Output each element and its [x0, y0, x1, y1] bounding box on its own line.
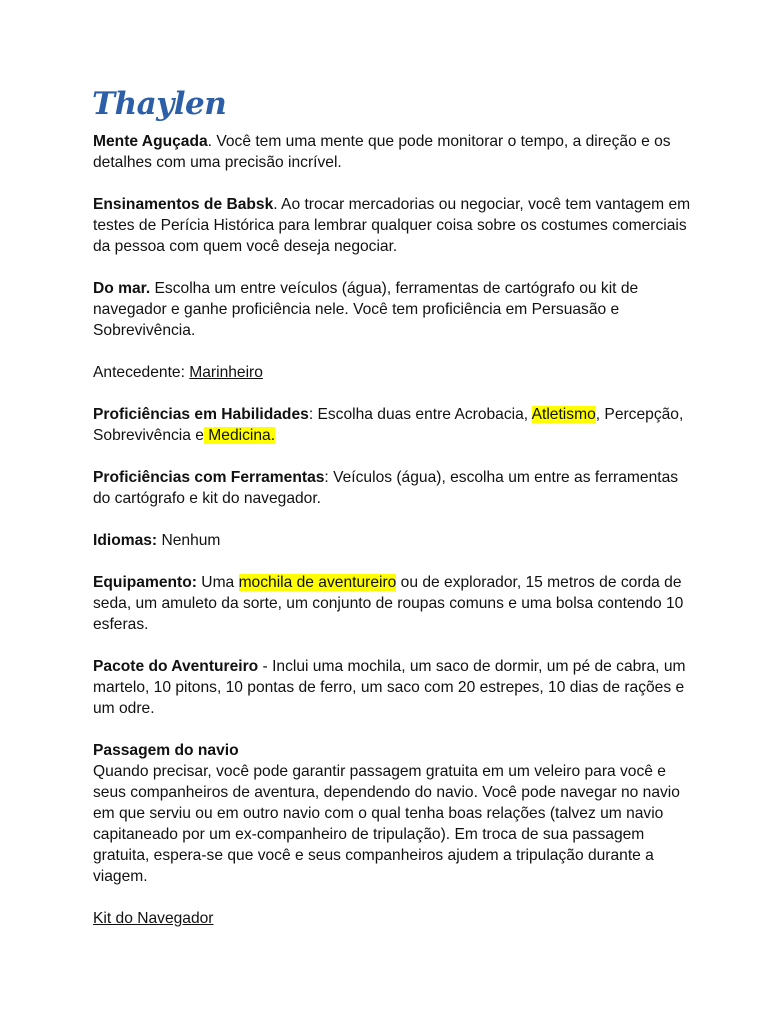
paragraph-habilidades: [93, 404, 693, 446]
mente-label: Mente Aguçada: [93, 133, 208, 150]
paragraph-do-mar: [93, 278, 693, 341]
page-title: Thaylen: [92, 86, 227, 122]
passagem-label: Passagem do navio: [93, 742, 239, 759]
ferramentas-label: Proficiências com Ferramentas: [93, 469, 325, 486]
paragraph-ensinamentos: [93, 194, 693, 257]
ensinamentos-label: Ensinamentos de Babsk: [93, 196, 274, 213]
paragraph-mente-agucada: [93, 131, 693, 173]
marinheiro-link[interactable]: Marinheiro: [189, 364, 263, 381]
ensinamentos-text: . Ao trocar mercadorias ou negociar, você tem vantagem em testes de Perícia Histórica para lembrar qualquer coisa sobre os costumes comerciais da pessoa com quem você deseja negociar.: [93, 196, 691, 255]
domar-label: Do mar.: [93, 280, 151, 297]
kit-navegador-link[interactable]: Kit do Navegador: [93, 910, 214, 927]
equipamento-text-2: ou de explorador, 15 metros de corda de seda, um amuleto da sorte, um conjunto de roupas comuns e uma bolsa contendo 10 esferas.: [93, 574, 684, 633]
idiomas-text: Nenhum: [157, 532, 221, 549]
medicina-highlight: Medicina.: [203, 427, 276, 444]
passagem-heading: [93, 740, 693, 761]
paragraph-kit: [93, 908, 693, 929]
domar-text: Escolha um entre veículos (água), ferramentas de cartógrafo ou kit de navegador e ganhe proficiência nele. Você tem proficiência em Persuasão e Sobrevivência.: [93, 280, 639, 339]
passagem-text: Quando precisar, você pode garantir passagem gratuita em um veleiro para você e seus companheiros de aventura, dependendo do navio. Você pode navegar no navio em que serviu ou em outro navio com o qual tenha boas relações (talvez um navio capitaneado por um ex-companheiro de tripulação). Em troca de sua passagem gratuita, espera-se que você e seus companheiros ajudem a tripulação durante a viagem.: [93, 763, 680, 885]
idiomas-label: Idiomas:: [93, 532, 158, 549]
pacote-text: - Inclui uma mochila, um saco de dormir, um pé de cabra, um martelo, 10 pitons, 10 pontas de ferro, um saco com 20 estrepes, 10 dias de rações e um odre.: [93, 658, 686, 717]
document-body: [93, 131, 693, 929]
habilidades-label: Proficiências em Habilidades: [93, 406, 309, 423]
antecedente-label: Antecedente:: [93, 364, 190, 381]
ferramentas-text: : Veículos (água), escolha um entre as ferramentas do cartógrafo e kit do navegador.: [93, 469, 679, 507]
mochila-highlight: mochila de aventureiro: [238, 574, 397, 591]
equipamento-text-1: Uma: [196, 574, 239, 591]
habilidades-text-1: : Escolha duas entre Acrobacia,: [308, 406, 532, 423]
habilidades-text-2: , Percepção, Sobrevivência e: [93, 406, 684, 444]
equipamento-label: Equipamento:: [93, 574, 197, 591]
mente-text: . Você tem uma mente que pode monitorar o tempo, a direção e os detalhes com uma precisão incrível.: [93, 133, 671, 171]
atletismo-highlight: Atletismo: [531, 406, 596, 423]
paragraph-idiomas: [93, 530, 693, 551]
paragraph-ferramentas: [93, 467, 693, 509]
paragraph-pacote: [93, 656, 693, 719]
section-passagem: [93, 740, 693, 887]
paragraph-antecedente: [93, 362, 693, 383]
paragraph-equipamento: [93, 572, 693, 635]
pacote-label: Pacote do Aventureiro: [93, 658, 259, 675]
